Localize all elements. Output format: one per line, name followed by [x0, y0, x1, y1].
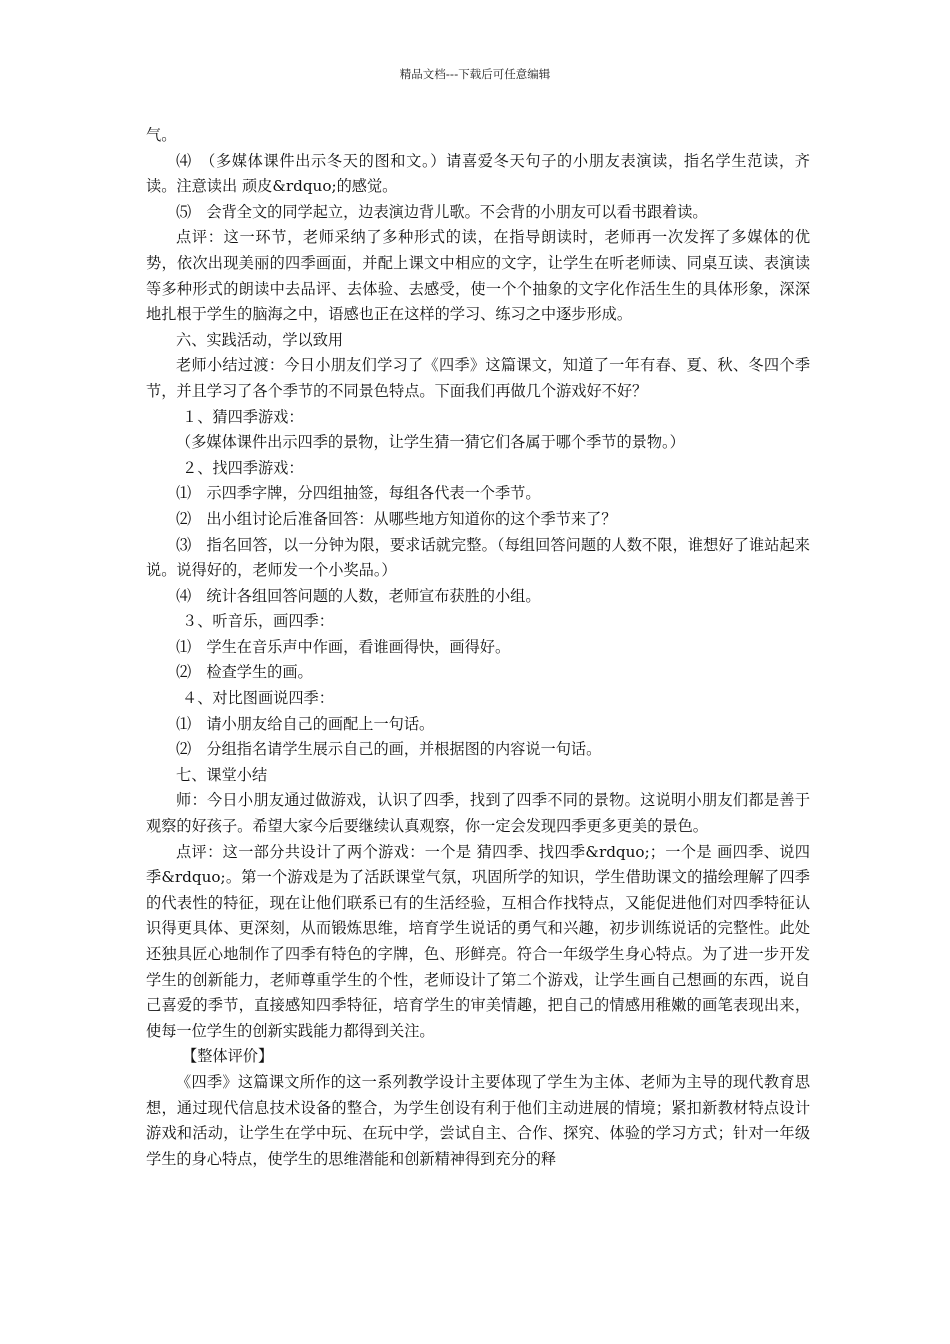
subheading: １、猜四季游戏：	[182, 407, 304, 426]
subheading: ３、听音乐，画四季：	[182, 612, 334, 631]
list-item: ⑵ 检查学生的画。	[176, 663, 313, 682]
paragraph: 《四季》这篇课文所作的这一系列教学设计主要体现了学生为主体、老师为主导的现代教育思想，通过现代信息技术设备的整合，为学生创设有利于他们主动进展的情境；紧扣新教材特点设计游戏和活动，让学生在学中玩、在玩中学，尝试自主、合作、探究、体验的学习方式；针对一年级学生的身心特点，使学生的思维潜能和创新精神得到充分的释	[146, 1072, 810, 1168]
document-body	[146, 123, 810, 1172]
paragraph: ⑸ 会背全文的同学起立，边表演边背儿歌。不会背的小朋友可以看书跟着读。	[176, 202, 708, 221]
page-header: 精品文档---下载后可任意编辑	[399, 67, 551, 81]
paragraph: 老师小结过渡：今日小朋友们学习了《四季》这篇课文，知道了一年有春、夏、秋、冬四个季节，并且学习了各个季节的不同景色特点。下面我们再做几个游戏好不好？	[146, 356, 810, 400]
paragraph: 师：今日小朋友通过做游戏，认识了四季，找到了四季不同的景物。这说明小朋友们都是善于观察的好孩子。希望大家今后要继续认真观察，你一定会发现四季更多更美的景色。	[146, 791, 810, 836]
list-item: ⑴ 学生在音乐声中作画，看谁画得快，画得好。	[176, 637, 511, 656]
section-heading: 七、课堂小结	[176, 765, 268, 784]
list-item: ⑵ 出小组讨论后准备回答：从哪些地方知道你的这个季节来了？	[176, 509, 617, 528]
section-heading: 六、实践活动，学以致用	[176, 330, 344, 349]
paragraph: 气。	[146, 126, 177, 144]
subheading: ４、对比图画说四季：	[182, 689, 334, 708]
list-item: ⑶ 指名回答，以一分钟为限，要求话就完整。（每组回答问题的人数不限，谁想好了谁站起来说。说得好的，老师发一个小奖品。）	[146, 535, 810, 580]
subheading: 【整体评价】	[182, 1047, 274, 1066]
list-item: ⑷ 统计各组回答问题的人数，老师宣布获胜的小组。	[176, 586, 541, 605]
subheading: ２、找四季游戏：	[182, 458, 304, 477]
list-item: ⑴ 请小朋友给自己的画配上一句话。	[176, 714, 435, 733]
paragraph: ⑷ （多媒体课件出示冬天的图和文。）请喜爱冬天句子的小朋友表演读，指名学生范读，齐读。注意读出 顽皮&rdquo;的感觉。	[146, 151, 810, 196]
list-item: ⑵ 分组指名请学生展示自己的画，并根据图的内容说一句话。	[176, 740, 602, 759]
paragraph: （多媒体课件出示四季的景物，让学生猜一猜它们各属于哪个季节的景物。）	[176, 433, 685, 452]
paragraph: 点评：这一环节，老师采纳了多种形式的读，在指导朗读时，老师再一次发挥了多媒体的优势，依次出现美丽的四季画面，并配上课文中相应的文字，让学生在听老师读、同桌互读、表演读等多种形式的朗读中去品评、去体验、去感受，使一个个抽象的文字化作活生生的具体形象，深深地扎根于学生的脑海之中，语感也正在这样的学习、练习之中逐步形成。	[146, 228, 810, 324]
list-item: ⑴ 示四季字牌，分四组抽签，每组各代表一个季节。	[176, 484, 541, 503]
paragraph: 点评：这一部分共设计了两个游戏：一个是 猜四季、找四季&rdquo;；一个是 画四季、说四季&rdquo;。第一个游戏是为了活跃课堂气氛，巩固所学的知识，学生借助课文的描绘理解了四季的代表性的特征，现在让他们联系已有的生活经验，互相合作找特点，又能促进他们对四季特征认识得更具体、更深刻，从而锻炼思维，培育学生说话的勇气和兴趣，初步训练说话的完整性。此处还独具匠心地制作了四季有特色的字牌，色、形鲜亮。符合一年级学生身心特点。为了进一步开发学生的创新能力，老师尊重学生的个性，老师设计了第二个游戏，让学生画自己想画的东西，说自己喜爱的季节，直接感知四季特征，培育学生的审美情趣，把自己的情感用稚嫩的画笔表现出来，使每一位学生的创新实践能力都得到关注。	[146, 842, 810, 1040]
